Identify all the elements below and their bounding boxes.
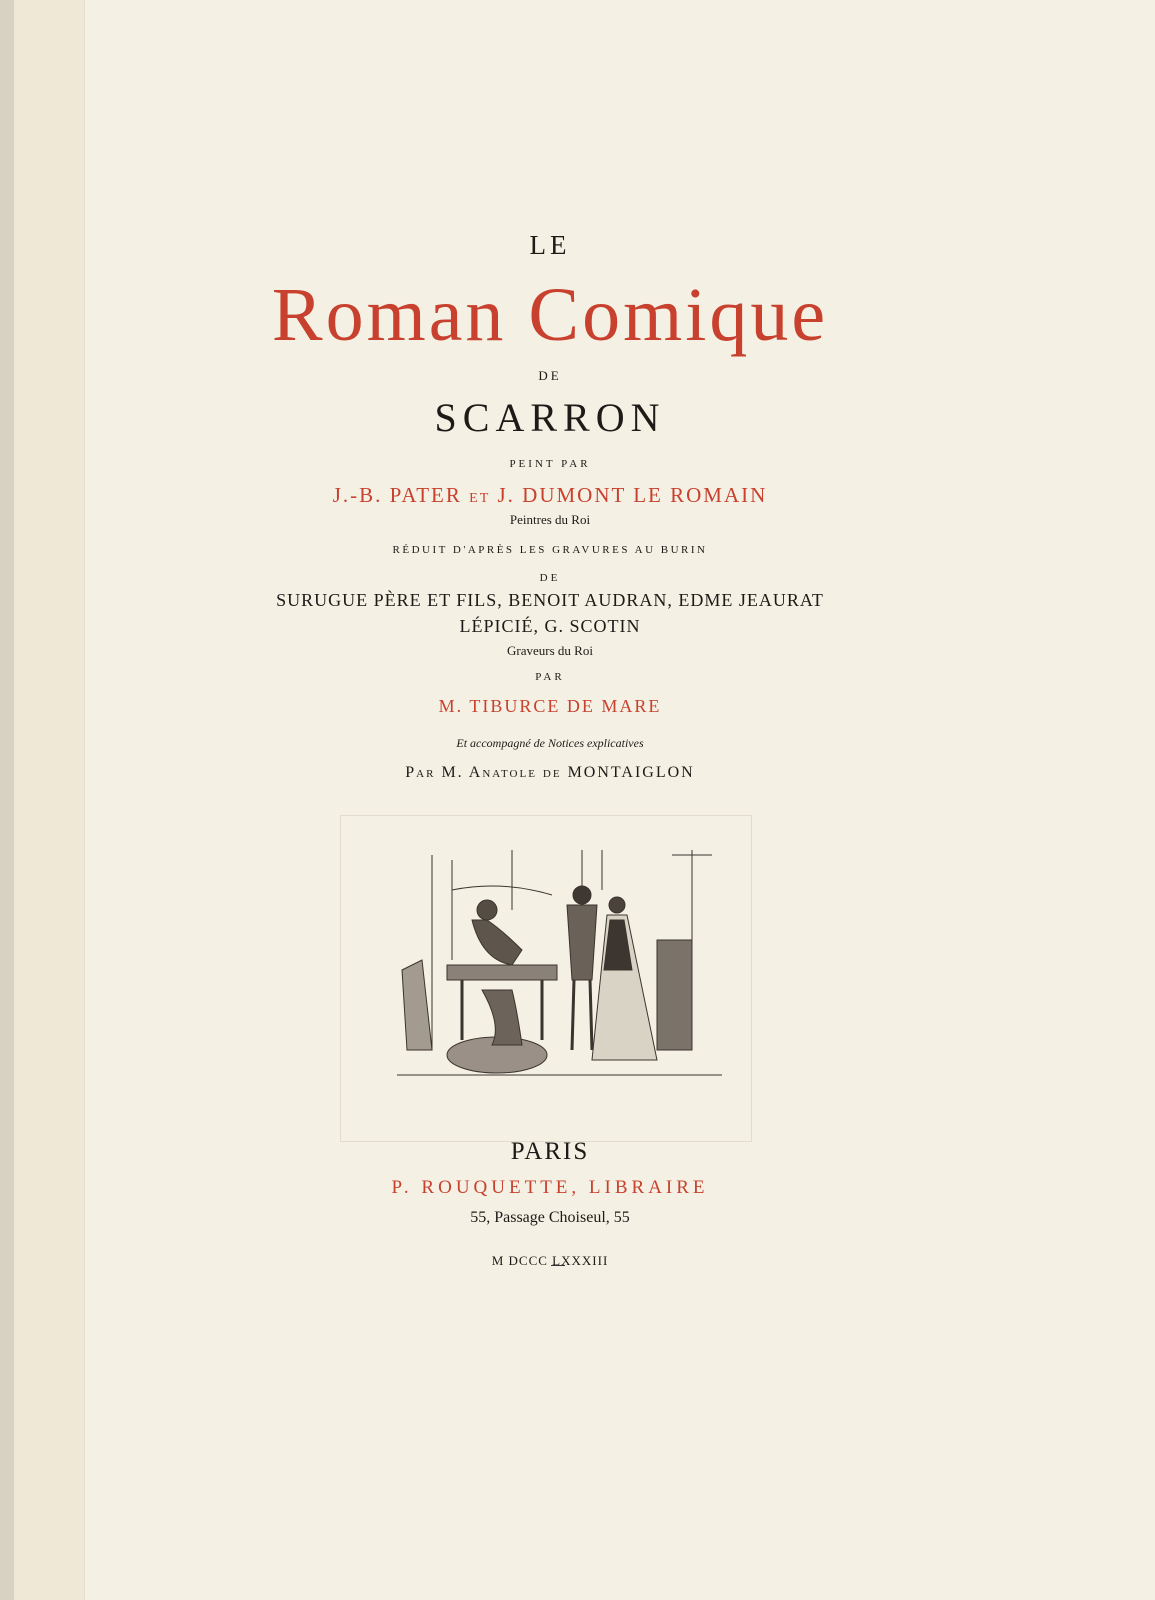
de-label: DE [538,368,562,383]
accompagne-line: Et accompagné de Notices explicatives [456,736,644,750]
city: PARIS [510,1138,590,1165]
publisher-address: 55, Passage Choiseul, 55 [470,1209,630,1226]
publisher: P. ROUQUETTE, LIBRAIRE [391,1177,709,1198]
notices-author: Par M. Anatole de MONTAIGLON [405,764,695,781]
painter-dumont: J. DUMONT LE ROMAIN [497,483,768,507]
painter-pater: J.-B. PATER [332,483,462,507]
painters-et: ET [469,491,491,506]
engravers-line-2: LÉPICIÉ, G. SCOTIN [459,616,641,636]
engravers-role: Graveurs du Roi [507,643,593,658]
painters [0,483,1100,508]
par-label: PAR [535,671,565,683]
book-title: Roman Comique [271,273,829,357]
reducer-name: M. TIBURCE DE MARE [438,696,662,716]
title-article: LE [529,230,571,260]
painters-role: Peintres du Roi [509,512,591,527]
author-name: SCARRON [434,395,666,440]
de-label-2: DE [539,572,561,584]
engraving-illustration [392,850,727,1095]
engravers-line-1: SURUGUE PÈRE ET FILS, BENOIT AUDRAN, EDME JEAURAT [276,590,824,610]
reduit-line: RÉDUIT D'APRÈS LES GRAVURES AU BURIN [392,544,708,556]
peint-par: PEINT PAR [509,458,591,470]
publication-year: M DCCC LXXXIII [491,1253,609,1268]
